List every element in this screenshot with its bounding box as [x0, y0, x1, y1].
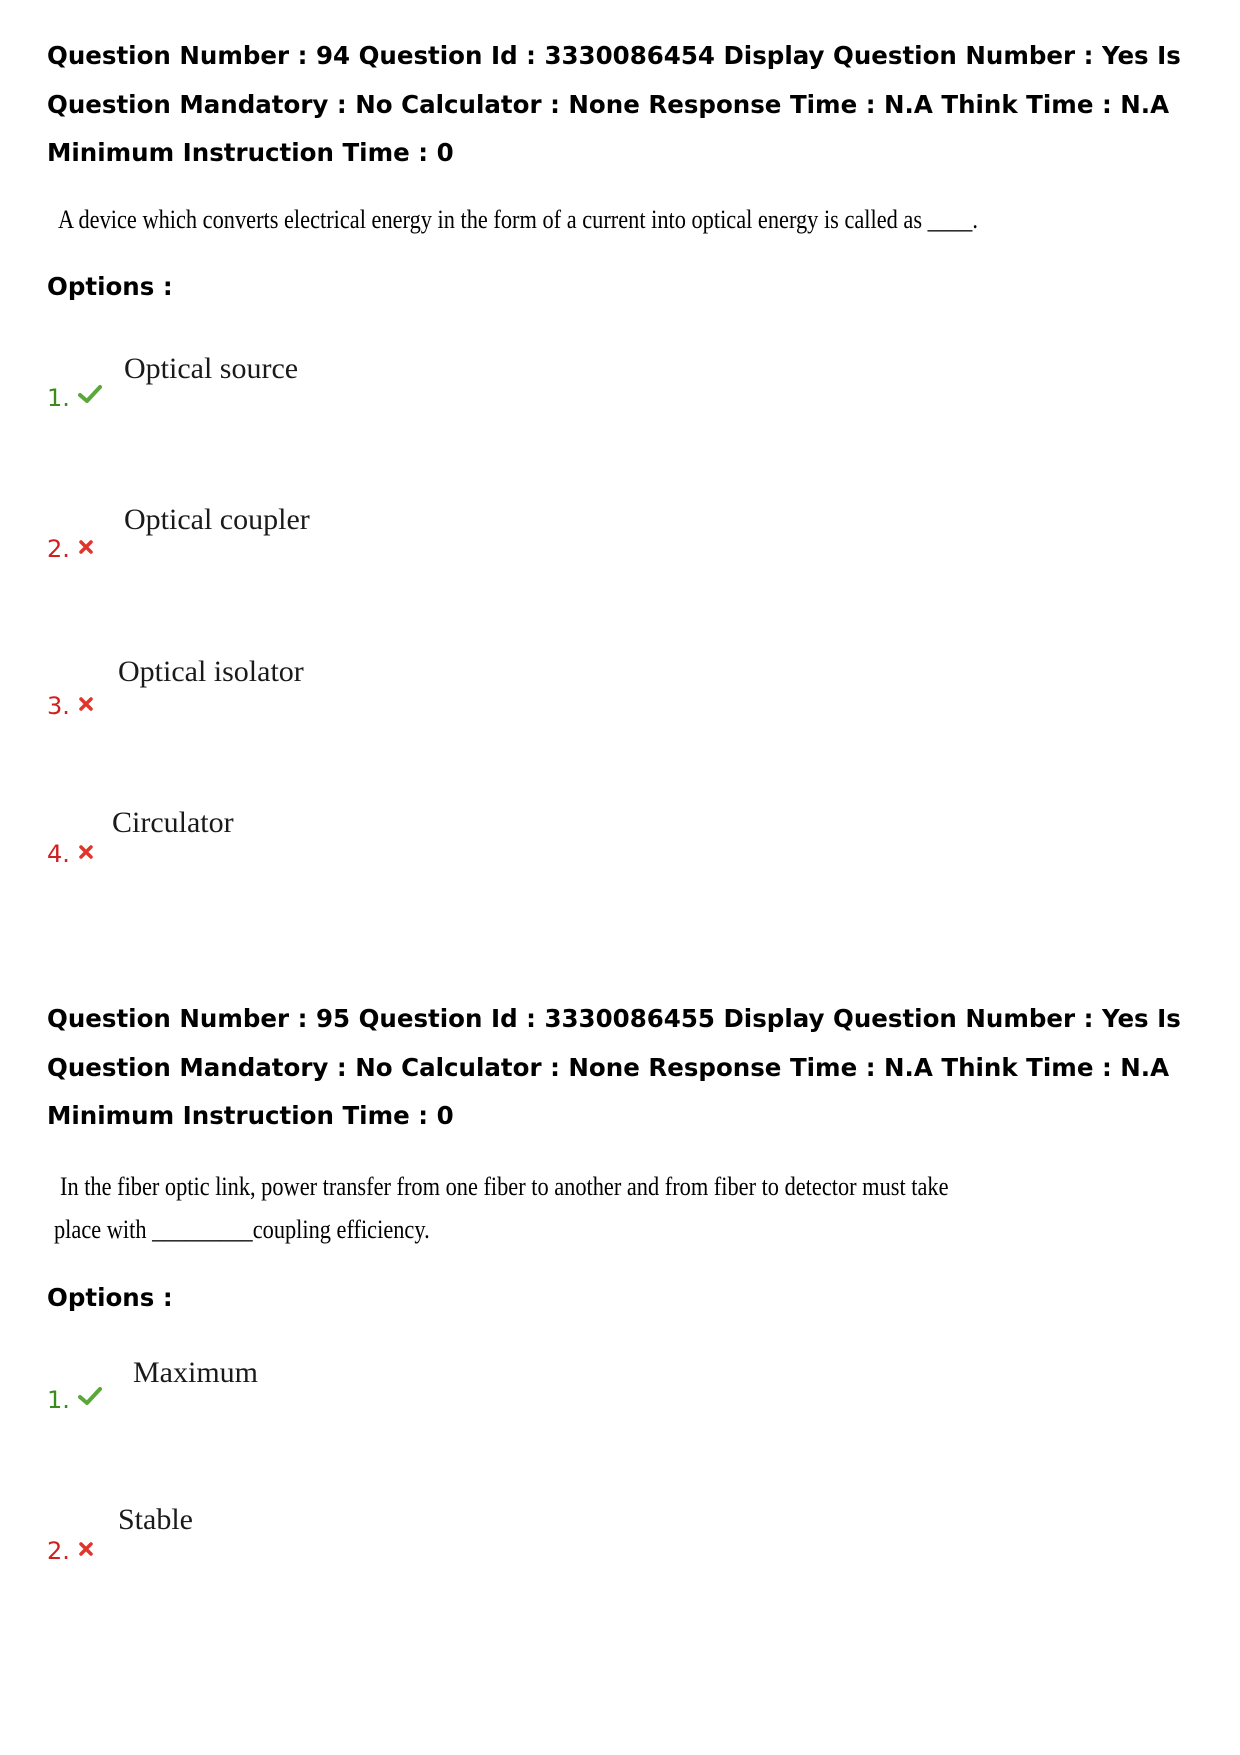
option-number-label: 2. — [47, 1537, 70, 1565]
option-number — [47, 382, 102, 412]
option-text: Maximum — [133, 1356, 258, 1389]
cross-icon — [78, 533, 94, 561]
option-number — [47, 690, 94, 720]
cross-icon — [78, 1535, 94, 1563]
option-number-label: 4. — [47, 840, 70, 868]
check-icon — [78, 382, 102, 410]
option-text: Circulator — [112, 806, 234, 839]
option-text: Optical coupler — [124, 503, 310, 536]
check-icon — [78, 1384, 102, 1412]
option-number-label: 1. — [47, 1386, 70, 1414]
option-number — [47, 1535, 94, 1565]
cross-icon — [78, 838, 94, 866]
option-number — [47, 533, 94, 563]
options-label: Options : — [47, 1283, 173, 1312]
question-header: Question Number : 94 Question Id : 3330086454 Display Question Number : Yes Is Question Mandatory : No Calculator : None Response Time : N.A Think Time : N.A Minimum Instruction Time : 0 — [47, 41, 1181, 167]
option-text: Optical source — [124, 352, 299, 385]
option-number-label: 2. — [47, 535, 70, 563]
option-number — [47, 838, 94, 868]
options-label: Options : — [47, 272, 173, 301]
option-text: Stable — [118, 1503, 193, 1536]
cross-icon — [78, 690, 94, 718]
option-number — [47, 1384, 102, 1414]
question-header: Question Number : 95 Question Id : 3330086455 Display Question Number : Yes Is Question Mandatory : No Calculator : None Response Time : N.A Think Time : N.A Minimum Instruction Time : 0 — [47, 1004, 1181, 1130]
question-stem-line: place with _________coupling efficiency. — [54, 1215, 430, 1244]
question-stem-line: In the fiber optic link, power transfer from one fiber to another and from fiber to detector must take — [60, 1172, 949, 1201]
option-number-label: 1. — [47, 384, 70, 412]
question-stem: A device which converts electrical energy in the form of a current into optical energy is called as ____. — [58, 205, 978, 234]
option-text: Optical isolator — [118, 655, 304, 688]
option-number-label: 3. — [47, 692, 70, 720]
